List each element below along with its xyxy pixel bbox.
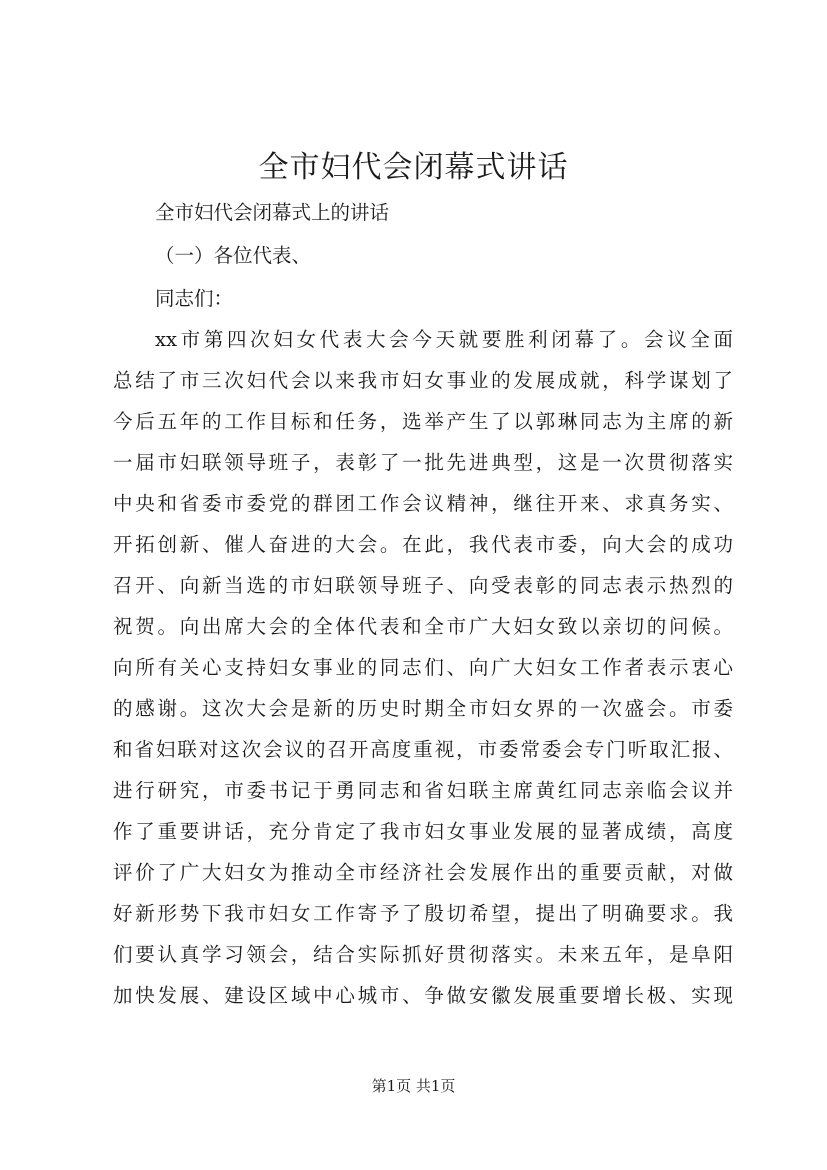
body-line: 的感谢。这次大会是新的历史时期全市妇女界的一次盛会。市委 — [113, 697, 733, 720]
body-line: 和省妇联对这次会议的召开高度重视，市委常委会专门听取汇报、 — [113, 738, 733, 761]
body-line: 评价了广大妇女为推动全市经济社会发展作出的重要贡献，对做 — [113, 861, 733, 884]
body-line: 开拓创新、催人奋进的大会。在此，我代表市委，向大会的成功 — [113, 533, 733, 556]
body-line: 召开、向新当选的市妇联领导班子、向受表彰的同志表示热烈的 — [113, 574, 733, 597]
body-line: 祝贺。向出席大会的全体代表和全市广大妇女致以亲切的问候。 — [113, 615, 733, 638]
body-line: 们要认真学习领会，结合实际抓好贯彻落实。未来五年，是阜阳 — [113, 943, 733, 966]
body-line: xx市第四次妇女代表大会今天就要胜利闭幕了。会议全面 — [155, 328, 733, 351]
body-line: 进行研究，市委书记于勇同志和省妇联主席黄红同志亲临会议并 — [113, 779, 733, 802]
page-footer: 第1页 共1页 — [371, 1077, 456, 1095]
body-line: 好新形势下我市妇女工作寄予了殷切希望，提出了明确要求。我 — [113, 902, 733, 925]
body-line: 今后五年的工作目标和任务，选举产生了以郭琳同志为主席的新 — [113, 410, 733, 433]
subtitle-line: 全市妇代会闭幕式上的讲话 — [155, 201, 390, 224]
body-line: 中央和省委市委党的群团工作会议精神，继往开来、求真务实、 — [113, 492, 733, 515]
document-title: 全市妇代会闭幕式讲话 — [258, 150, 569, 185]
body-line: 作了重要讲话，充分肯定了我市妇女事业发展的显著成绩，高度 — [113, 820, 733, 843]
body-line: 向所有关心支持妇女事业的同志们、向广大妇女工作者表示衷心 — [113, 656, 733, 679]
body-line: 加快发展、建设区域中心城市、争做安徽发展重要增长极、实现 — [113, 984, 733, 1007]
salutation-line-1: （一）各位代表、 — [155, 244, 312, 267]
body-line: 一届市妇联领导班子，表彰了一批先进典型，这是一次贯彻落实 — [113, 451, 733, 474]
salutation-line-2: 同志们： — [155, 287, 234, 310]
body-line: 总结了市三次妇代会以来我市妇女事业的发展成就，科学谋划了 — [113, 369, 733, 392]
